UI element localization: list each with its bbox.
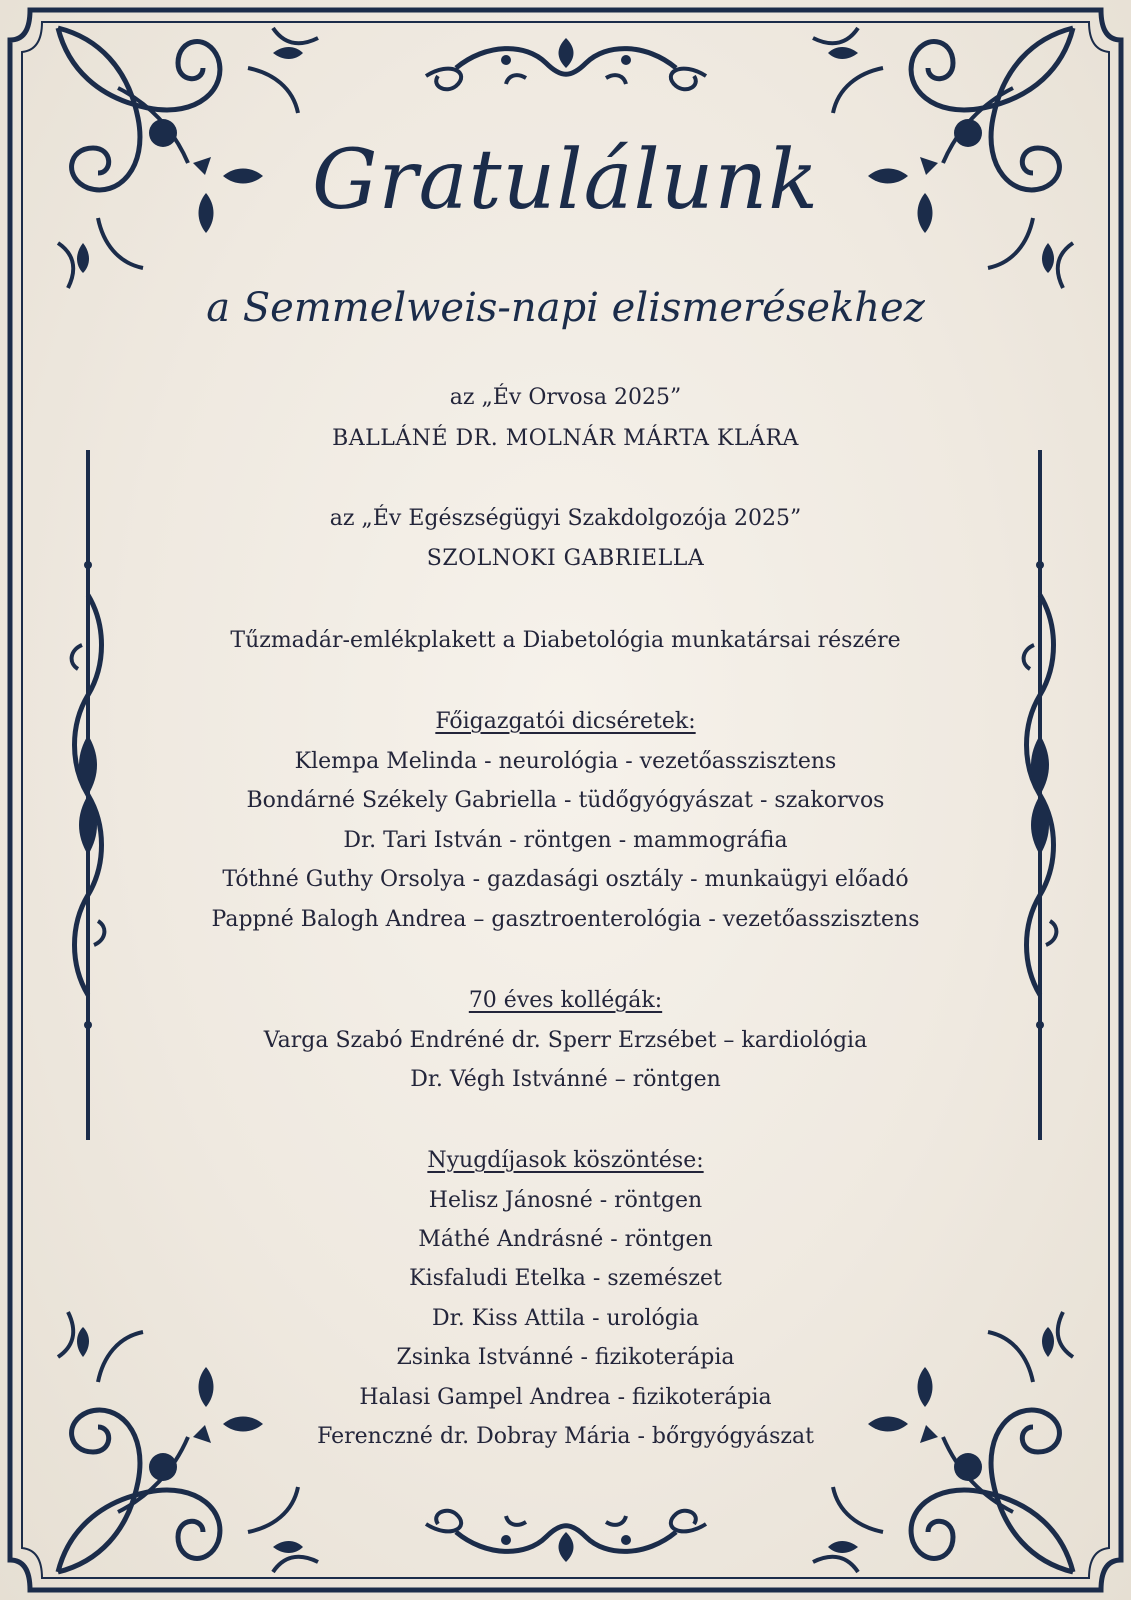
- list-item: Tóthné Guthy Orsolya - gazdasági osztály - munkaügyi előadó: [222, 867, 909, 892]
- doctor-award-name: BALLÁNÉ DR. MOLNÁR MÁRTA KLÁRA: [332, 426, 799, 451]
- list-item: Helisz Jánosné - röntgen: [428, 1188, 703, 1213]
- list-item: Máthé Andrásné - röntgen: [418, 1227, 713, 1252]
- list-item: Pappné Balogh Andrea – gasztroenterológia - vezetőasszisztens: [211, 907, 920, 932]
- professional-award-label: az „Év Egészségügyi Szakdolgozója 2025”: [329, 506, 802, 531]
- list-item: Ferenczné dr. Dobray Mária - bőrgyógyászat: [317, 1424, 814, 1449]
- doctor-award-label: az „Év Orvosa 2025”: [449, 385, 682, 410]
- list-item: Varga Szabó Endréné dr. Sperr Erzsébet – kardiológia: [263, 1028, 868, 1053]
- list-item: Halasi Gampel Andrea - fizikoterápia: [359, 1385, 772, 1410]
- plaque-award: Tűzmadár-emlékplakett a Diabetológia munkatársai részére: [230, 628, 901, 653]
- page-subtitle: a Semmelweis-napi elismerésekhez: [206, 285, 925, 331]
- list-item: Zsinka Istvánné - fizikoterápia: [396, 1345, 735, 1370]
- list-item: Dr. Kiss Attila - urológia: [431, 1306, 699, 1331]
- list-item: Kisfaludi Etelka - szemészet: [409, 1266, 722, 1291]
- list-item: Klempa Melinda - neurológia - vezetőasszisztens: [294, 749, 837, 774]
- page-title: Gratulálunk: [311, 133, 819, 228]
- list-item: Dr. Tari István - röntgen - mammográfia: [343, 828, 788, 853]
- director-praise-heading: Főigazgatói dicséretek:: [435, 709, 696, 734]
- list-item: Bondárné Székely Gabriella - tüdőgyógyászat - szakorvos: [246, 788, 885, 813]
- professional-award-name: SZOLNOKI GABRIELLA: [426, 546, 705, 571]
- list-item: Dr. Végh Istvánné – röntgen: [410, 1067, 721, 1092]
- bottom-scroll-icon: [426, 1511, 706, 1562]
- seventy-heading: 70 éves kollégák:: [468, 988, 663, 1013]
- top-scroll-icon: [426, 38, 706, 89]
- retirees-heading: Nyugdíjasok köszöntése:: [427, 1148, 704, 1173]
